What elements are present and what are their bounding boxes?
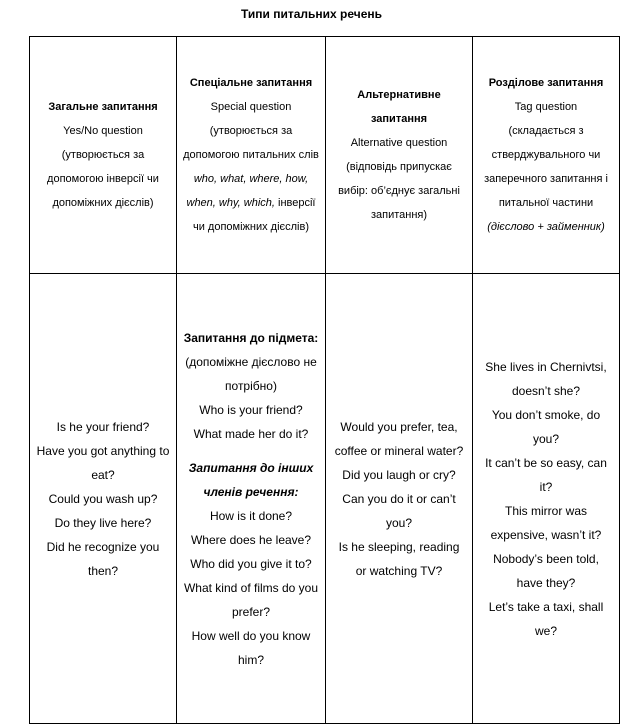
example-item: Did you laugh or cry? (342, 467, 456, 482)
header-alternative (326, 37, 473, 274)
header-special-note-words: who, what, where, how, when, why, which, (186, 173, 309, 209)
header-general (30, 37, 177, 274)
example-item: You don’t smoke, do you? (491, 407, 601, 446)
subject-question-note: (допоміжне дієслово не потрібно) (185, 354, 317, 393)
example-item: Is he your friend? (56, 419, 150, 434)
header-tag-formula: (дієслово + займенник) (487, 221, 605, 233)
example-item: How is it done? (209, 508, 293, 523)
example-item: What made her do it? (193, 426, 309, 441)
header-tag (473, 37, 620, 274)
header-special-note (183, 125, 319, 233)
header-special-note-after: інверсії чи допоміжних дієслів) (192, 197, 316, 233)
header-general-english: Yes/No question (63, 125, 143, 137)
examples-special (177, 274, 326, 724)
header-special-note-before: (утворюється за допомогою питальних слів (183, 125, 319, 161)
header-tag-english: Tag question (514, 101, 578, 113)
examples-alternative (326, 274, 473, 724)
header-general-name: Загальне запитання (48, 101, 158, 113)
example-item: What kind of films do you prefer? (183, 580, 319, 619)
header-tag-note: (складається з стверджувального чи заперечного запитання і питальної частини (484, 125, 608, 209)
example-item: Where does he leave? (190, 532, 312, 547)
header-special-english: Special question (210, 101, 292, 113)
example-item: This mirror was expensive, wasn’t it? (490, 503, 602, 542)
example-item: Who is your friend? (199, 402, 303, 417)
header-special (177, 37, 326, 274)
example-item: Do they live here? (54, 515, 152, 530)
example-item: Did he recognize you then? (46, 539, 160, 578)
example-item: Have you got anything to eat? (36, 443, 170, 482)
examples-tag (473, 274, 620, 724)
spacer (183, 446, 319, 456)
example-item: It can’t be so easy, can it? (485, 455, 607, 494)
header-row (30, 37, 620, 274)
question-types-table (29, 36, 620, 724)
header-tag-name: Розділове запитання (488, 77, 604, 89)
example-item: How well do you know him? (191, 628, 311, 667)
example-item: Is he sleeping, reading or watching TV? (338, 539, 460, 578)
header-general-note: (утворюється за допомогою інверсії чи допоміжних дієслів) (47, 149, 159, 209)
header-special-name: Спеціальне запитання (189, 77, 313, 89)
header-alternative-english: Alternative question (350, 137, 448, 149)
example-item: Would you prefer, tea, coffee or mineral water? (334, 419, 464, 458)
examples-general (30, 274, 177, 724)
example-item: Let’s take a taxi, shall we? (488, 599, 604, 638)
page-title: Типи питальних речень (241, 7, 382, 21)
example-item: Could you wash up? (48, 491, 158, 506)
header-alternative-note: (відповідь припускає вибір: об’єднує загальні запитання) (338, 161, 460, 221)
examples-row (30, 274, 620, 724)
example-item: Who did you give it to? (190, 556, 312, 571)
other-members-heading: Запитання до інших членів речення: (188, 460, 314, 499)
header-alternative-name: Альтернативне запитання (357, 89, 441, 125)
example-item: Nobody’s been told, have they? (493, 551, 599, 590)
subject-question-heading: Запитання до підмета: (183, 330, 319, 345)
example-item: She lives in Chernivtsi, doesn’t she? (485, 359, 607, 398)
example-item: Can you do it or can’t you? (342, 491, 456, 530)
